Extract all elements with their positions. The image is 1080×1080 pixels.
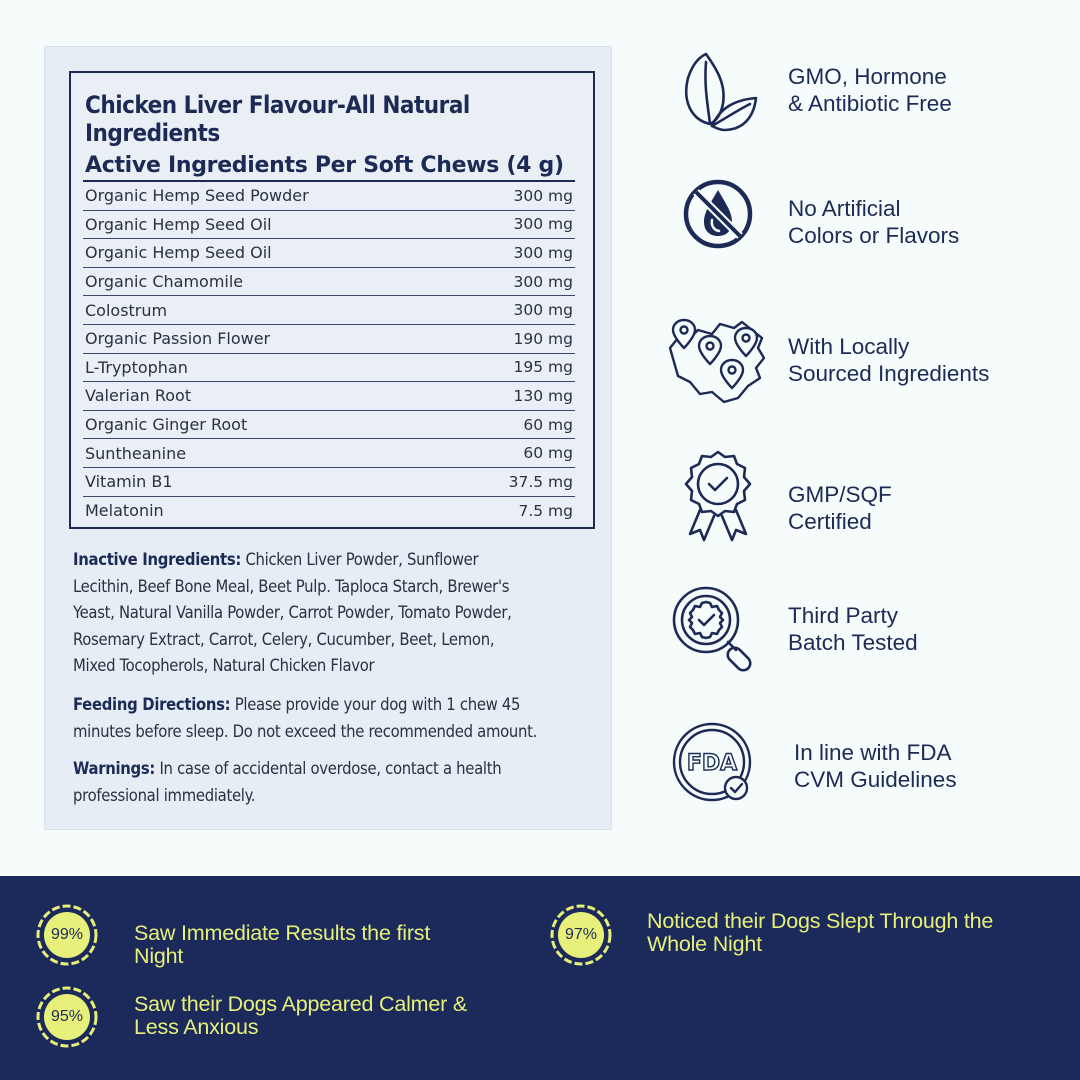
feeding-directions-label: Feeding Directions: — [73, 695, 231, 714]
ingredient-name: Vitamin B1 — [85, 472, 173, 492]
feature-line: With Locally — [788, 334, 910, 359]
percent-badge — [36, 986, 98, 1048]
ingredient-amount: 300 mg — [513, 243, 573, 262]
feature-line: In line with FDA — [794, 740, 952, 765]
ingredient-amount: 190 mg — [513, 329, 573, 348]
stats-banner — [0, 876, 1080, 1080]
ingredient-name: Organic Chamomile — [85, 272, 244, 292]
feature-line: Certified — [788, 508, 872, 534]
ingredient-row — [83, 239, 575, 268]
ingredient-amount: 195 mg — [513, 358, 573, 377]
stat-text — [647, 910, 1067, 956]
label-title: Chicken Liver Flavour-All Natural Ingredients — [85, 91, 470, 147]
feature-text — [788, 603, 918, 656]
warnings-text — [73, 756, 603, 809]
fda-seal-text: FDA — [686, 751, 738, 776]
stat-line: Saw their Dogs Appeared Calmer & — [134, 992, 467, 1016]
feature-gmp-certified — [664, 448, 1064, 548]
ingredient-name: Valerian Root — [85, 386, 192, 406]
feature-line: Colors or Flavors — [788, 222, 960, 248]
ingredient-name: Colostrum — [85, 300, 168, 320]
ingredient-row — [83, 411, 575, 440]
active-ingredients-box — [69, 71, 595, 529]
stat-line: Whole Night — [647, 932, 762, 956]
ingredient-amount: 130 mg — [513, 386, 573, 405]
feature-text — [794, 740, 957, 793]
supplement-facts-label — [44, 46, 612, 830]
stat-line: Saw Immediate Results the first — [134, 921, 431, 945]
ingredient-name: Organic Passion Flower — [85, 329, 271, 349]
feature-text — [788, 334, 989, 387]
stat-text — [134, 993, 534, 1039]
inactive-ingredients-line: Yeast, Natural Vanilla Powder, Carrot Powder, Tomato Powder, — [73, 603, 512, 622]
feature-locally-sourced — [664, 312, 1064, 412]
ingredient-name: Melatonin — [85, 501, 164, 521]
feature-line: GMO, Hormone — [788, 64, 947, 89]
award-badge-icon — [664, 448, 768, 548]
inactive-ingredients-text — [73, 547, 603, 680]
ingredients-table — [83, 180, 575, 525]
ingredient-row — [83, 382, 575, 411]
feature-line: & Antibiotic Free — [788, 90, 952, 116]
ingredient-name: Organic Ginger Root — [85, 415, 248, 435]
ingredient-row — [83, 182, 575, 211]
ingredient-name: L-Tryptophan — [85, 357, 188, 377]
percent-badge — [36, 904, 98, 966]
feature-line: CVM Guidelines — [794, 766, 957, 792]
feature-text — [788, 482, 892, 535]
warnings-label: Warnings: — [73, 759, 156, 778]
inactive-ingredients-line: Mixed Tocopherols, Natural Chicken Flavor — [73, 656, 375, 675]
ingredient-row — [83, 439, 575, 468]
percent-value: 97% — [564, 926, 598, 943]
ingredient-amount: 7.5 mg — [518, 501, 573, 520]
feature-line: No Artificial — [788, 196, 901, 221]
ingredient-amount: 37.5 mg — [508, 472, 573, 491]
stat-text — [134, 922, 494, 968]
ingredient-row — [83, 211, 575, 240]
ingredient-name: Suntheanine — [85, 443, 187, 463]
ingredient-amount: 300 mg — [513, 272, 573, 291]
ingredient-name: Organic Hemp Seed Oil — [85, 214, 272, 234]
feature-text — [788, 196, 959, 249]
ingredient-row — [83, 325, 575, 354]
ingredient-row — [83, 296, 575, 325]
percent-badge — [550, 904, 612, 966]
warnings-line: professional immediately. — [73, 785, 256, 805]
ingredient-row — [83, 497, 575, 526]
feature-text — [788, 64, 952, 117]
feature-fda-guidelines — [664, 722, 1064, 822]
feature-no-artificial — [664, 176, 1064, 276]
inactive-ingredients-line: Lecithin, Beef Bone Meal, Beet Pulp. Taploca Starch, Brewer's — [73, 576, 510, 596]
warnings-line: In case of accidental overdose, contact a health — [155, 759, 502, 778]
feature-batch-tested — [664, 582, 1064, 682]
feeding-directions-text — [73, 692, 603, 745]
feature-line: GMP/SQF — [788, 482, 892, 507]
feature-gmo-free — [664, 50, 1064, 150]
ingredient-name: Organic Hemp Seed Oil — [85, 243, 272, 263]
no-drop-icon — [664, 176, 768, 276]
feeding-directions-line: Please provide your dog with 1 chew 45 — [230, 695, 521, 714]
active-ingredients-heading: Active Ingredients Per Soft Chews (4 g) — [85, 153, 564, 178]
ingredient-amount: 300 mg — [513, 301, 573, 320]
inactive-ingredients-label: Inactive Ingredients: — [73, 550, 242, 569]
leaf-icon — [664, 50, 768, 150]
fda-seal-icon — [664, 722, 768, 822]
ingredient-row — [83, 468, 575, 497]
ingredient-amount: 300 mg — [513, 186, 573, 205]
feature-line: Batch Tested — [788, 629, 918, 655]
ingredient-amount: 300 mg — [513, 215, 573, 234]
ingredient-row — [83, 354, 575, 383]
feeding-directions-line: minutes before sleep. Do not exceed the recommended amount. — [73, 721, 538, 741]
percent-value: 99% — [50, 926, 84, 943]
stat-line: Noticed their Dogs Slept Through the — [647, 909, 994, 933]
ingredient-row — [83, 268, 575, 297]
feature-line: Sourced Ingredients — [788, 360, 990, 386]
inactive-ingredients-line: Rosemary Extract, Carrot, Celery, Cucumber, Beet, Lemon, — [73, 629, 495, 649]
ingredient-name: Organic Hemp Seed Powder — [85, 186, 309, 206]
ingredient-amount: 60 mg — [523, 444, 573, 463]
map-pins-icon — [664, 312, 768, 412]
inactive-ingredients-line: Chicken Liver Powder, Sunflower — [241, 550, 479, 569]
stat-line: Night — [134, 944, 184, 968]
feature-line: Third Party — [788, 603, 899, 628]
stat-line: Less Anxious — [134, 1015, 259, 1039]
magnifier-gear-icon — [664, 582, 768, 682]
ingredient-amount: 60 mg — [523, 415, 573, 434]
percent-value: 95% — [50, 1008, 84, 1025]
